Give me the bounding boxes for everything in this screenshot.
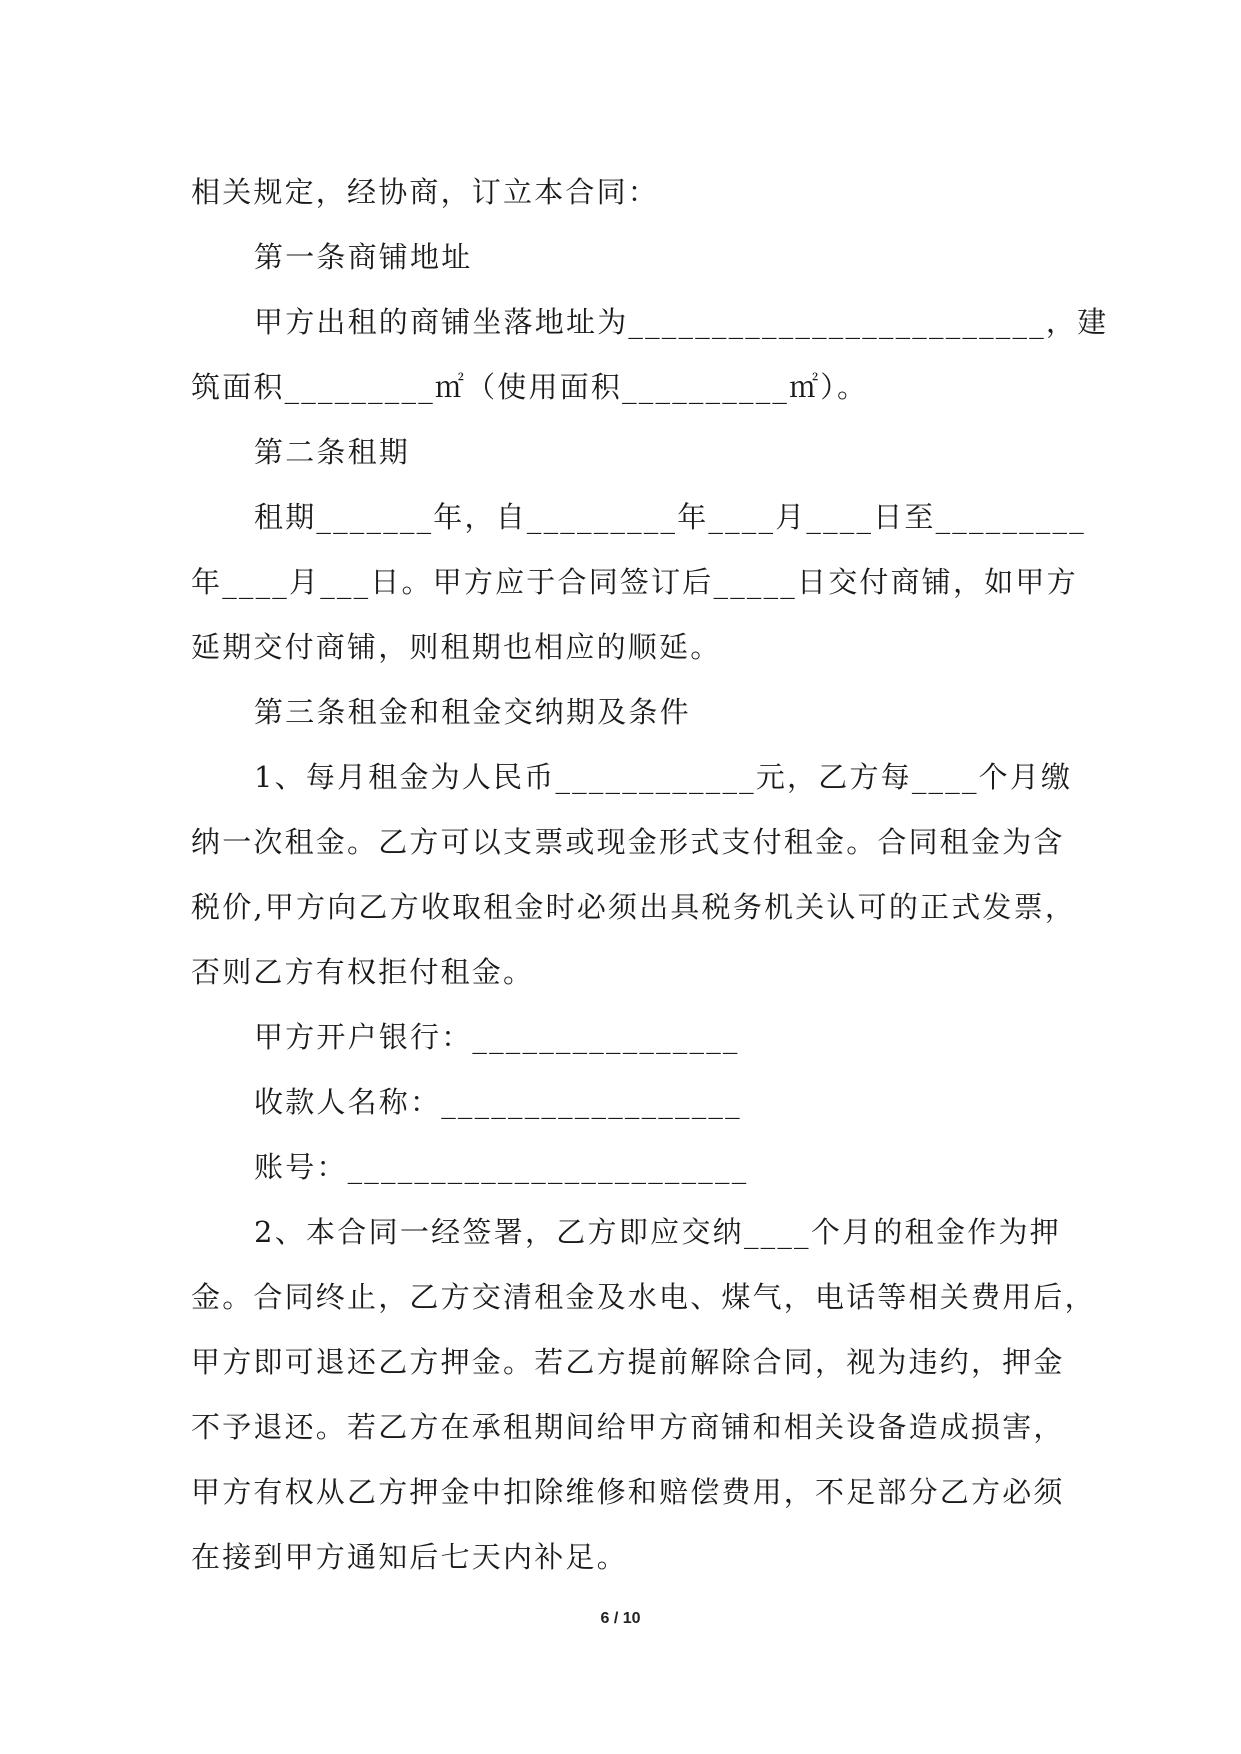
section-heading-lease-term: 第二条租期 (254, 435, 411, 469)
text-line: 不予退还。若乙方在承租期间给甲方商铺和相关设备造成损害， (191, 1410, 1065, 1444)
text-line: 年____月___日。甲方应于合同签订后_____日交付商铺，如甲方 (191, 565, 1078, 599)
text-line: 纳一次租金。乙方可以支票或现金形式支付租金。合同租金为含 (191, 825, 1065, 859)
text-line: 租期_______年，自_________年____月____日至_________ (254, 500, 1086, 534)
text-line: 延期交付商铺，则租期也相应的顺延。 (191, 630, 722, 664)
text-line: 2、本合同一经签署，乙方即应交纳____个月的租金作为押 (254, 1215, 1061, 1249)
text-line: 筑面积_________㎡（使用面积__________㎡）。 (191, 370, 869, 404)
section-heading-rent: 第三条租金和租金交纳期及条件 (254, 695, 691, 729)
bank-account-line: 甲方开户银行：________________ (254, 1020, 740, 1054)
account-number-line: 账号：________________________ (254, 1150, 749, 1184)
payee-name-line: 收款人名称：__________________ (254, 1085, 742, 1119)
text-line: 金。合同终止，乙方交清租金及水电、煤气，电话等相关费用后， (191, 1280, 1096, 1314)
text-line: 税价,甲方向乙方收取租金时必须出具税务机关认可的正式发票， (191, 890, 1077, 924)
text-line: 在接到甲方通知后七天内补足。 (191, 1540, 628, 1574)
contract-body (191, 160, 1109, 1590)
text-line: 甲方即可退还乙方押金。若乙方提前解除合同，视为违约，押金 (191, 1345, 1065, 1379)
text-line: 1、每月租金为人民币____________元，乙方每____个月缴 (254, 760, 1073, 794)
text-line: 甲方有权从乙方押金中扣除维修和赔偿费用，不足部分乙方必须 (191, 1475, 1065, 1509)
text-line: 相关规定，经协商，订立本合同： (191, 175, 660, 209)
text-line: 否则乙方有权拒付租金。 (191, 955, 535, 989)
section-heading-shop-address: 第一条商铺地址 (254, 240, 473, 274)
text-line: 甲方出租的商铺坐落地址为_________________________，建 (254, 305, 1109, 339)
page-number: 6 / 10 (600, 1610, 641, 1627)
